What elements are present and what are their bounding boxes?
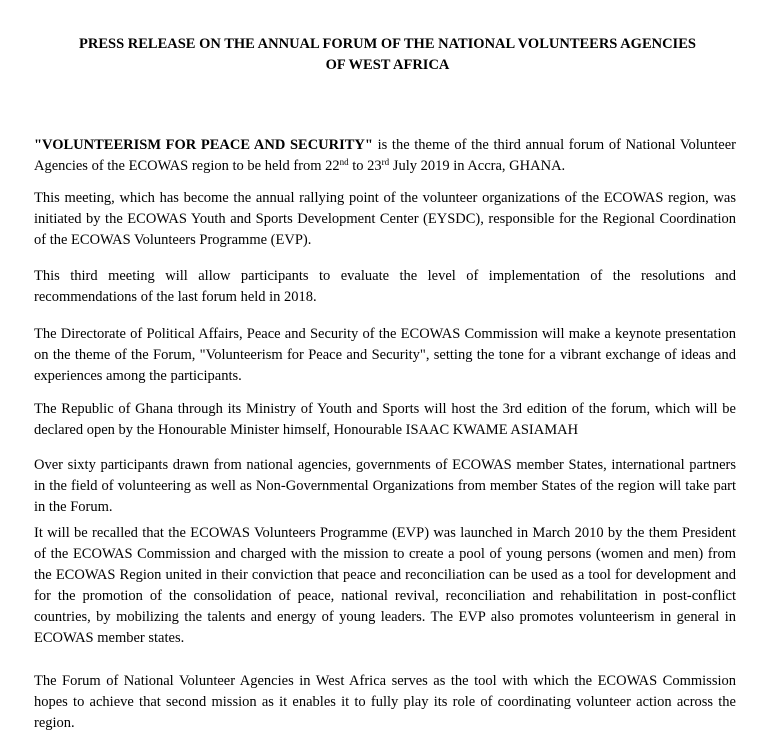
document-title-line-1: PRESS RELEASE ON THE ANNUAL FORUM OF THE NATIONAL VOLUNTEERS AGENCIES xyxy=(79,36,696,52)
ordinal-suffix-nd: nd xyxy=(339,157,349,167)
paragraph-evp-history: It will be recalled that the ECOWAS Volunteers Programme (EVP) was launched in March 2010 by the them President of the ECOWAS Commission and charged with the mission to create a pool of young persons (women and men) from the ECOWAS Region united in their conviction that peace and reconciliation can be used as a tool for development and for the promotion of the consolidation of peace, national revival, reconciliation and rehabilitation in post-conflict countries, by mobilizing the talents and energy of young leaders. The EVP also promotes volunteerism in general in ECOWAS member states. xyxy=(34,525,736,646)
paragraph-keynote: The Directorate of Political Affairs, Peace and Security of the ECOWAS Commission will make a keynote presentation on the theme of the Forum, "Volunteerism for Peace and Security", setting the tone for a vibrant exchange of ideas and experiences among the participants. xyxy=(34,326,736,384)
ordinal-suffix-rd: rd xyxy=(381,157,390,167)
paragraph-evaluation: This third meeting will allow participants to evaluate the level of implementation of the resolutions and recommendations of the last forum held in 2018. xyxy=(34,268,736,305)
paragraph-theme-text-b: to 23 xyxy=(348,158,382,174)
paragraph-participants: Over sixty participants drawn from national agencies, governments of ECOWAS member States, international partners in the field of volunteering as well as Non-Governmental Organizations from member States of the region will take part in the Forum. xyxy=(34,457,736,515)
paragraph-theme xyxy=(34,135,736,177)
paragraph-forum-role: The Forum of National Volunteer Agencies in West Africa serves as the tool with which the ECOWAS Commission hopes to achieve that second mission as it enables it to fully play its role of coordinating volunteer action across the region. xyxy=(34,673,736,731)
paragraph-theme-text-a: is the theme of the third annual forum of National Volunteer Agencies of the ECOWAS region to be held from 22 xyxy=(34,137,737,174)
paragraph-host: The Republic of Ghana through its Ministry of Youth and Sports will host the 3rd edition of the forum, which will be declared open by the Honourable Minister himself, Honourable ISAAC KWAME ASIAMAH xyxy=(34,401,736,438)
document-title-line-2: OF WEST AFRICA xyxy=(325,57,450,73)
theme-text: "VOLUNTEERISM FOR PEACE AND SECURITY" xyxy=(34,137,373,153)
paragraph-theme-text-c: July 2019 in Accra, GHANA. xyxy=(389,158,566,174)
paragraph-meeting-origin: This meeting, which has become the annual rallying point of the volunteer organizations of the ECOWAS region, was initiated by the ECOWAS Youth and Sports Development Center (EYSDC), responsible for the Regional Coordination of the ECOWAS Volunteers Programme (EVP). xyxy=(34,190,736,248)
